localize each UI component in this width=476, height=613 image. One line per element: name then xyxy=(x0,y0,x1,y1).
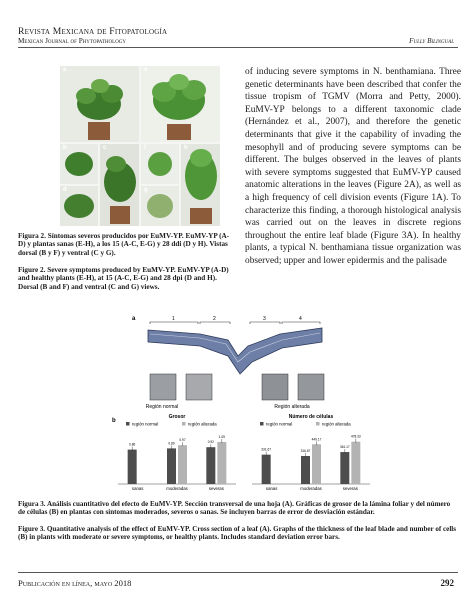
legend-label: región normal xyxy=(266,421,293,427)
legend-label: región normal xyxy=(132,421,159,427)
region-altered-label: Región alterada xyxy=(274,404,310,410)
figure2-text-es: Síntomas severos producidos por EuMV-YP. EuMV-YP (A-D) y plantas sanas (E-H), a los 15 (A-C, E-G) y 28 ddi (D y H). Vistas dorsal (B y F) y ventral (C y G). xyxy=(18,232,230,257)
value-label: 0.86 xyxy=(129,442,136,447)
micrograph-3 xyxy=(262,374,288,400)
region-number-1: 1 xyxy=(172,316,175,322)
region-number-3: 3 xyxy=(263,316,266,322)
figure2-label-en: Figure 2. xyxy=(18,266,46,274)
figure2-text-en: Severe symptoms produced by EuMV-YP. EuMV-YP (A-D) and healthy plants (E-H), at 15 (A-C, E-G) and 28 dpi (D and H). Dorsal (B and F) and ventral (C and G) views. xyxy=(18,266,229,291)
panel-b-label: b xyxy=(112,418,116,424)
category-label: moderadas xyxy=(300,486,322,491)
bar xyxy=(128,450,137,484)
value-label: 478.33 xyxy=(350,434,361,439)
region-brackets xyxy=(150,316,320,324)
micrograph-4 xyxy=(298,374,324,400)
figure3-text-es: Análisis cuantitativo del efecto de EuMV-YP. Sección transversal de una hoja (A). Gráficas de grosor de la lámina foliar y del número de células (B) en plantas con síntomas moderados, severos o sanas. Se incluyen barras de error de desviación estándar. xyxy=(18,500,451,517)
figure3-caption-en xyxy=(18,525,458,541)
body-paragraph xyxy=(245,66,461,268)
bar xyxy=(340,452,349,484)
chart-title: Número de células xyxy=(288,414,334,420)
panel-label-d: d xyxy=(63,187,67,193)
leaf-cross-section xyxy=(148,328,322,374)
chart-title: Grosor xyxy=(168,414,186,420)
journal-title: Revista Mexicana de Fitopatología xyxy=(18,26,168,37)
legend-swatch xyxy=(182,422,186,426)
bar xyxy=(206,447,215,484)
bilingual-label: Fully Bilingual xyxy=(409,37,454,45)
bar xyxy=(351,442,360,484)
region-number-2: 2 xyxy=(213,316,216,322)
thickness-chart xyxy=(118,414,236,491)
figure2-photos xyxy=(60,66,220,226)
value-label: 0.92 xyxy=(207,440,214,445)
legend-swatch xyxy=(316,422,320,426)
figure2-caption-es xyxy=(18,232,234,257)
value-label: 449.17 xyxy=(311,437,322,442)
panel-label-e: e xyxy=(144,67,148,73)
figure3 xyxy=(110,312,372,494)
panel-label-a: a xyxy=(63,67,67,73)
bar xyxy=(167,448,176,484)
value-label: 0.89 xyxy=(168,441,175,446)
legend-swatch xyxy=(260,422,264,426)
category-label: severas xyxy=(208,486,224,491)
plant-photo-grid xyxy=(60,66,220,226)
figure3-label-es: Figura 3. xyxy=(18,500,46,508)
category-label: sanas xyxy=(131,486,144,491)
footer-rule xyxy=(18,572,458,573)
panel-label-h: h xyxy=(184,145,188,151)
category-label: moderadas xyxy=(166,486,188,491)
panel-label-g: g xyxy=(144,187,148,193)
micrograph-1 xyxy=(150,374,176,400)
value-label: 361.17 xyxy=(339,445,350,450)
value-label: 316.67 xyxy=(300,448,311,453)
bar xyxy=(301,456,310,484)
panel-label-f: f xyxy=(144,145,146,151)
header-rule xyxy=(18,47,458,48)
bar xyxy=(178,445,187,484)
panel-label-b: b xyxy=(63,145,67,151)
journal-subtitle: Mexican Journal of Phytopathology xyxy=(18,37,127,45)
value-label: 1.05 xyxy=(218,435,225,439)
micrograph-2 xyxy=(186,374,212,400)
value-label: 331.67 xyxy=(261,447,272,452)
bar xyxy=(262,455,271,484)
legend-swatch xyxy=(126,422,130,426)
bar xyxy=(217,442,226,484)
figure3-label-en: Figure 3. xyxy=(18,525,46,533)
publication-date: Publicación en línea, mayo 2018 xyxy=(18,578,132,588)
body-text: of inducing severe symptoms in N. benthamiana. Three genetic determinants have been described that confer the tissue tropism of TGMV (Morra and Petty, 2000). EuMV-YP belongs to a different taxonomic clade (Hernández et al., 2007), and therefore the genetic determinants that give it the capability of invading the mesophyll and of producing severe symptoms can be different. The bulges observed in the leaves of plants with severe symptoms suggested that EuMV-YP caused anatomic alterations in the leaves (Figure 2A), as well as a high frequency of cell division events (Figure 1A). To characterize this finding, a thorough histological analysis was carried out on the leaves in discrete regions throughout the entire leaf blade (Figure 3A). In healthy plants, a typical N. benthamiana tissue organization was observed; upper and lower epidermis and the palisade xyxy=(245,67,461,266)
region-number-4: 4 xyxy=(299,316,302,322)
category-label: sanas xyxy=(265,486,278,491)
value-label: 0.97 xyxy=(179,438,186,443)
category-label: severas xyxy=(342,486,358,491)
page-number: 292 xyxy=(440,578,454,588)
figure2-caption-en xyxy=(18,266,234,291)
figure2-label-es: Figura 2. xyxy=(18,232,46,240)
bar xyxy=(312,444,321,484)
figure3-text-en: Quantitative analysis of the effect of EuMV-YP. Cross section of a leaf (A). Graphs of the thickness of the leaf blade and number of cells (B) in plants with moderate or severe symptoms, or healthy plants. Includes standard deviation error bars. xyxy=(18,525,457,542)
legend-label: región alterada xyxy=(322,421,351,427)
figure3-caption-es xyxy=(18,500,458,516)
legend-label: región alterada xyxy=(188,421,217,427)
panel-a-label: a xyxy=(132,316,136,322)
panel-label-c: c xyxy=(103,145,107,151)
cell-count-chart xyxy=(252,414,370,491)
region-normal-label: Región normal xyxy=(145,404,179,410)
figure3-graphic xyxy=(110,312,372,494)
